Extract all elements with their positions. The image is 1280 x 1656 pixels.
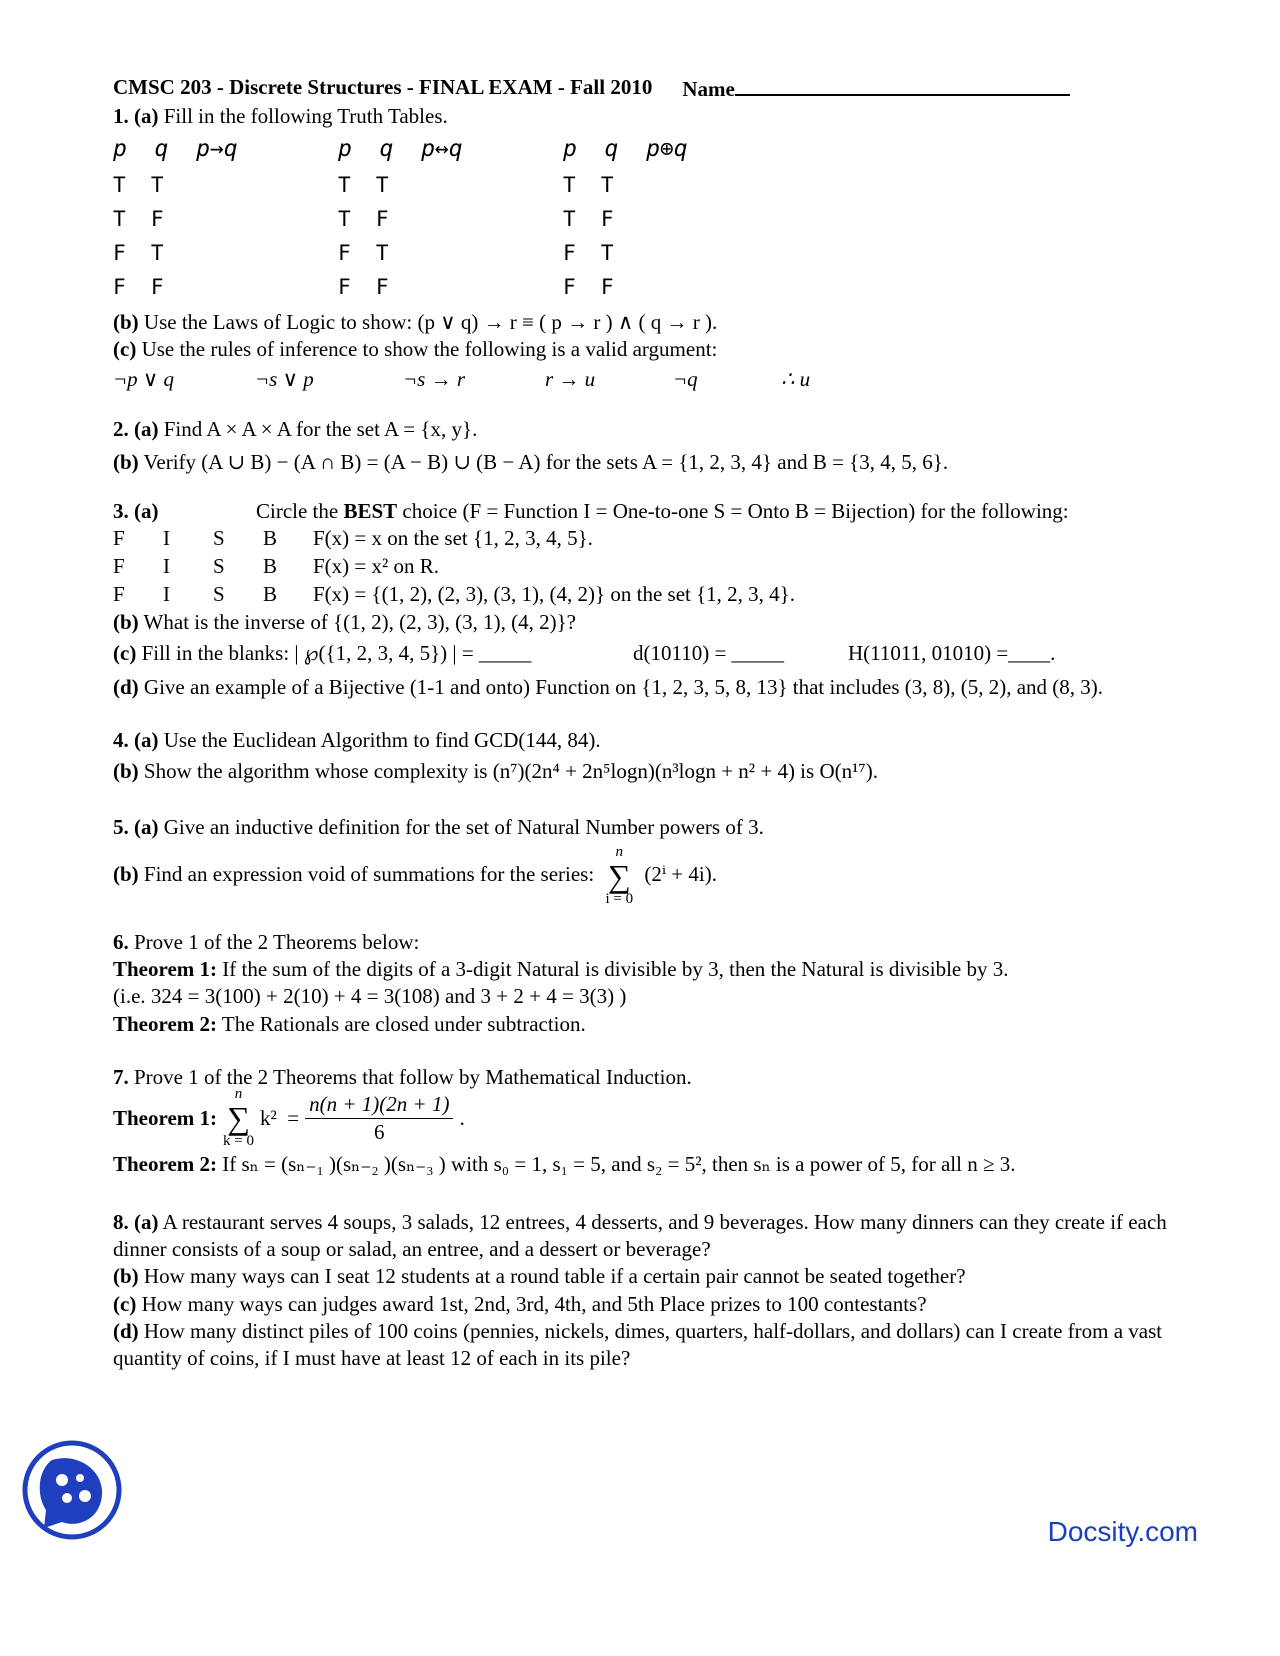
q3d-text: Give an example of a Bijective (1-1 and onto) Function on {1, 2, 3, 5, 8, 13} that includes (3, 8), (5, 2), and (8, 3). — [143, 674, 1104, 699]
sum-lower-limit: k = 0 — [223, 1133, 254, 1150]
q4-number: 4. — [113, 727, 129, 752]
function-choice-row — [113, 525, 1193, 553]
fraction-denominator: 6 — [374, 1119, 385, 1144]
conclusion: ∴ u — [781, 366, 811, 391]
q3c-blank-2: d(10110) = _____ — [633, 641, 785, 666]
question-8 — [113, 1209, 1193, 1373]
q5a-label: (a) — [134, 814, 159, 839]
tt-cell: T T — [563, 172, 614, 197]
truth-table-row — [113, 169, 1193, 203]
q2b-label: (b) — [113, 450, 139, 475]
function-definition: F(x) = x on the set {1, 2, 3, 4, 5}. — [313, 526, 593, 551]
function-choice-row — [113, 553, 1193, 581]
q5a-text: Give an inductive definition for the set of Natural Number powers of 3. — [163, 814, 764, 839]
q1b-label: (b) — [113, 309, 139, 334]
sigma-symbol: ∑ — [227, 1100, 250, 1137]
choice-i[interactable]: I — [163, 582, 170, 607]
name-field — [682, 74, 1069, 103]
question-7 — [113, 1064, 1193, 1179]
q4b-label: (b) — [113, 759, 139, 784]
q8d-label: (d) — [113, 1318, 139, 1343]
choice-s[interactable]: S — [213, 526, 225, 551]
premise: ¬q — [673, 366, 698, 391]
tt-cell: T F — [338, 206, 389, 231]
q2-number: 2. — [113, 417, 129, 442]
question-5 — [113, 814, 1193, 907]
q8d-text: How many distinct piles of 100 coins (pennies, nickels, dimes, quarters, half-dollars, and dollars) can I create from a vast quantity of coins, if I must have at least 12 of each in its pile? — [113, 1318, 1163, 1371]
q4a-text: Use the Euclidean Algorithm to find GCD(144, 84). — [163, 727, 601, 752]
q3a-label: (a) — [134, 498, 159, 523]
q7-theorem1: Theorem 1: n ∑ k = 0 k² = $\frac{n(n + 1)(2n + 1)}{6}$ . — [113, 1086, 465, 1150]
q8b-text: How many ways can I seat 12 students at a round table if a certain pair cannot be seated together? — [143, 1264, 966, 1289]
q7-text: Prove 1 of the 2 Theorems that follow by Mathematical Induction. — [134, 1065, 692, 1090]
sum-upper-limit: n — [615, 843, 624, 860]
q2b-text: Verify (A ∪ B) − (A ∩ B) = (A − B) ∪ (B − A) for the sets A = {1, 2, 3, 4} and B = {3, 4, 5, 6}. — [143, 450, 949, 475]
question-2 — [113, 416, 1193, 477]
choice-s[interactable]: S — [213, 554, 225, 579]
tt-cell: F T — [338, 240, 389, 265]
q5-number: 5. — [113, 814, 129, 839]
q3b-label: (b) — [113, 610, 139, 635]
q8-number: 8. — [113, 1209, 129, 1234]
sum-upper-limit: n — [234, 1086, 243, 1103]
name-blank — [735, 74, 1070, 96]
q3c-line — [113, 640, 1193, 667]
question-6 — [113, 929, 1193, 1038]
q7-number: 7. — [113, 1065, 129, 1090]
tt-cell: F F — [113, 274, 164, 299]
docsity-logo-icon — [22, 1440, 122, 1540]
sum-body: (2ⁱ + 4i). — [644, 861, 717, 886]
q3c-blank-1: Fill in the blanks: | ℘({1, 2, 3, 4, 5}) | = _____ — [141, 641, 532, 666]
function-choice-row — [113, 581, 1193, 609]
q3a-pre: Circle the — [256, 498, 339, 523]
q1c-label: (c) — [113, 336, 137, 361]
choice-b[interactable]: B — [263, 526, 278, 551]
choice-f[interactable]: F — [113, 554, 125, 579]
tt-cell: F F — [563, 274, 614, 299]
exam-title: CMSC 203 - Discrete Structures - FINAL EXAM - Fall 2010 — [113, 75, 653, 99]
q7-theorem2-label: Theorem 2: — [113, 1152, 218, 1177]
premise: r → u — [545, 366, 596, 391]
question-1 — [113, 103, 1193, 395]
choice-b[interactable]: B — [263, 582, 278, 607]
exam-page — [113, 74, 1193, 1372]
q3-number: 3. — [113, 498, 129, 523]
exam-header — [113, 74, 1193, 103]
q5b-label: (b) — [113, 861, 139, 886]
q3d-label: (d) — [113, 674, 139, 699]
truth-table-row — [113, 237, 1193, 271]
choice-i[interactable]: I — [163, 554, 170, 579]
q2a-label: (a) — [134, 417, 159, 442]
sum-lower-limit: i = 0 — [605, 890, 634, 907]
fraction-numerator: n(n + 1)(2n + 1) — [305, 1091, 453, 1119]
q2a-text: Find A × A × A for the set A = {x, y}. — [163, 417, 478, 442]
summation — [223, 1087, 254, 1149]
q3b-text: What is the inverse of {(1, 2), (2, 3), (3, 1), (4, 2)}? — [143, 610, 576, 635]
choice-f[interactable]: F — [113, 526, 125, 551]
q3a-best: BEST — [343, 498, 398, 523]
q6-number: 6. — [113, 929, 129, 954]
q5b-text: Find an expression void of summations for the series: — [143, 861, 595, 886]
q1a-label: (a) — [134, 104, 159, 129]
tt-cell: T T — [113, 172, 164, 197]
q3a-line — [113, 498, 1193, 525]
tt-cell: F F — [338, 274, 389, 299]
docsity-brand-link[interactable]: Docsity.com — [1047, 1516, 1198, 1547]
choice-f[interactable]: F — [113, 582, 125, 607]
function-definition: F(x) = x² on R. — [313, 554, 440, 579]
q1-number: 1. — [113, 104, 129, 129]
truth-table-xor-header: p q p⊕q — [563, 135, 688, 162]
q4a-label: (a) — [134, 727, 159, 752]
tt-cell: F T — [563, 240, 614, 265]
choice-i[interactable]: I — [163, 526, 170, 551]
truth-table-implies-header: p q p→q — [113, 135, 238, 162]
tt-cell: T F — [113, 206, 164, 231]
q6-theorem2-text: The Rationals are closed under subtraction. — [221, 1011, 586, 1036]
premise: ¬s ∨ p — [255, 366, 314, 391]
premise: ¬s → r — [403, 366, 466, 391]
q7-theorem2-text: If sₙ = (sₙ₋₁ )(sₙ₋₂ )(sₙ₋₃ ) with s₀ = 1, s₁ = 5, and s₂ = 5², then sₙ is a power of 5, for all n ≥ 3. — [222, 1152, 1016, 1177]
q3c-blank-3: H(11011, 01010) =____. — [848, 641, 1056, 666]
choice-b[interactable]: B — [263, 554, 278, 579]
truth-table-header-row — [113, 131, 1193, 169]
function-definition: F(x) = {(1, 2), (2, 3), (3, 1), (4, 2)} on the set {1, 2, 3, 4}. — [313, 582, 796, 607]
name-label: Name — [682, 77, 735, 101]
truth-table-biconditional-header: p q p↔q — [338, 135, 463, 162]
premise: ¬p ∨ q — [113, 366, 175, 391]
q3c-label: (c) — [113, 641, 137, 666]
tt-cell: F T — [113, 240, 164, 265]
q8c-text: How many ways can judges award 1st, 2nd, 3rd, 4th, and 5th Place prizes to 100 contestants? — [141, 1291, 927, 1316]
tt-cell: T T — [338, 172, 389, 197]
q8c-label: (c) — [113, 1291, 137, 1316]
q7-theorem1-label: Theorem 1: — [113, 1105, 218, 1130]
q8a-label: (a) — [134, 1209, 159, 1234]
q6-theorem1-example: (i.e. 324 = 3(100) + 2(10) + 4 = 3(108) and 3 + 2 + 4 = 3(3) ) — [113, 984, 627, 1009]
question-3 — [113, 498, 1193, 701]
fraction — [305, 1091, 453, 1147]
q6-theorem2-label: Theorem 2: — [113, 1011, 218, 1036]
truth-table-row — [113, 203, 1193, 237]
sigma-symbol: ∑ — [607, 857, 631, 894]
q6-theorem1-label: Theorem 1: — [113, 957, 218, 982]
q8a-text: A restaurant serves 4 soups, 3 salads, 12 entrees, 4 desserts, and 9 beverages. How many dinners can they create if each dinner consists of a soup or salad, an entree, and a dessert or beverage? — [113, 1209, 1167, 1261]
q6-theorem1-text: If the sum of the digits of a 3-digit Natural is divisible by 3, then the Natural is divisible by 3. — [222, 957, 1009, 982]
truth-table-row — [113, 271, 1193, 305]
q1a-text: Fill in the following Truth Tables. — [163, 104, 448, 129]
premises-row — [113, 363, 1193, 395]
question-4 — [113, 727, 1193, 786]
choice-s[interactable]: S — [213, 582, 225, 607]
q1b-text: Use the Laws of Logic to show: (p ∨ q) → r ≡ ( p → r ) ∧ ( q → r ). — [143, 309, 718, 334]
summation — [605, 845, 633, 907]
q8b-label: (b) — [113, 1264, 139, 1289]
tt-cell: T F — [563, 206, 614, 231]
q6-text: Prove 1 of the 2 Theorems below: — [134, 929, 420, 954]
q4b-text: Show the algorithm whose complexity is (n⁷)(2n⁴ + 2n⁵logn)(n³logn + n² + 4) is O(n¹⁷). — [143, 759, 878, 784]
sum-body: k² = — [259, 1105, 300, 1130]
q1c-text: Use the rules of inference to show the following is a valid argument: — [141, 336, 718, 361]
q3a-post: choice (F = Function I = One-to-one S = Onto B = Bijection) for the following: — [402, 498, 1069, 523]
